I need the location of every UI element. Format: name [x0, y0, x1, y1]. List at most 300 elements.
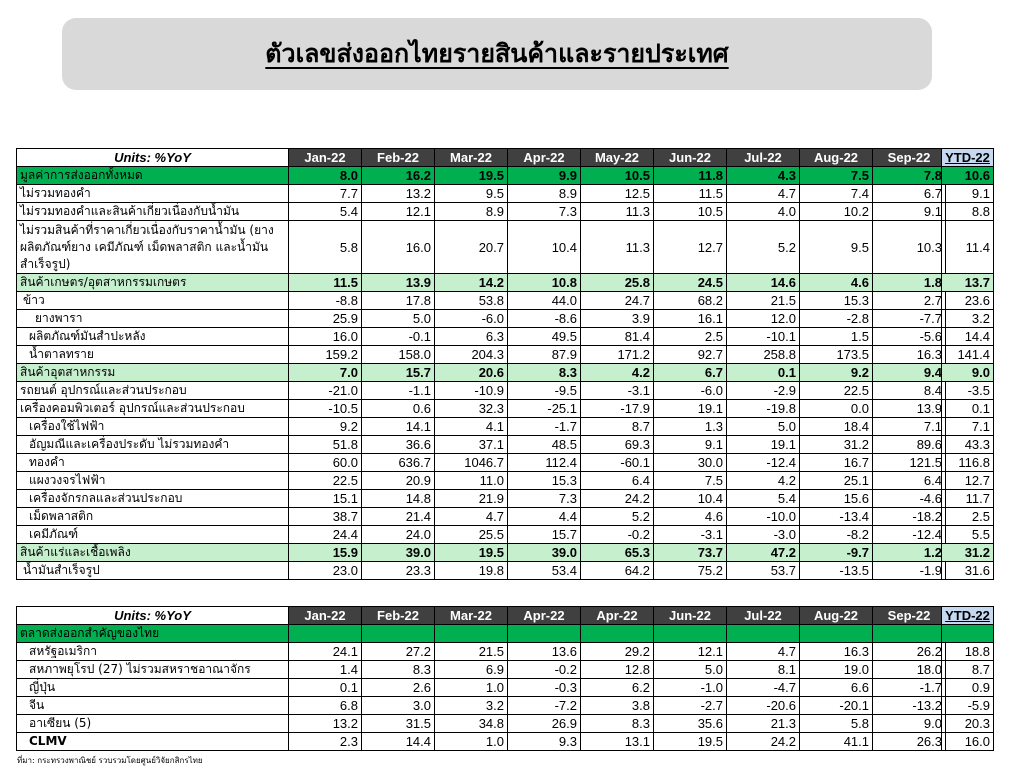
value-cell: 14.4 [362, 733, 435, 751]
value-cell: 3.2 [435, 697, 508, 715]
value-cell: 34.8 [435, 715, 508, 733]
value-cell: 10.5 [654, 203, 727, 221]
value-cell: 23.0 [289, 562, 362, 580]
value-cell: 47.2 [727, 544, 800, 562]
value-cell: 24.7 [581, 292, 654, 310]
value-cell: 25.5 [435, 526, 508, 544]
table-row [17, 346, 946, 364]
value-cell: 1046.7 [435, 454, 508, 472]
value-cell: 60.0 [289, 454, 362, 472]
value-cell: 29.2 [581, 643, 654, 661]
value-cell: 26.9 [508, 715, 581, 733]
table-row [17, 310, 946, 328]
table-row [17, 382, 946, 400]
row-label: ผลิตภัณฑ์มันสำปะหลัง [17, 328, 289, 346]
ytd-value: -5.9 [942, 697, 994, 715]
value-cell: 8.3 [581, 715, 654, 733]
month-header: Apr-22 [581, 607, 654, 625]
value-cell: 16.3 [873, 346, 946, 364]
table-row [17, 436, 946, 454]
value-cell: -6.0 [654, 382, 727, 400]
value-cell: 6.8 [289, 697, 362, 715]
value-cell: 7.5 [800, 167, 873, 185]
table-row [17, 508, 946, 526]
value-cell: -13.4 [800, 508, 873, 526]
row-label: อัญมณีและเครื่องประดับ ไม่รวมทองคำ [17, 436, 289, 454]
empty-cell [654, 625, 727, 643]
value-cell: 25.9 [289, 310, 362, 328]
value-cell: 15.6 [800, 490, 873, 508]
value-cell: -3.1 [654, 526, 727, 544]
value-cell: 13.1 [581, 733, 654, 751]
value-cell: 2.7 [873, 292, 946, 310]
value-cell: 22.5 [289, 472, 362, 490]
month-header: Mar-22 [435, 607, 508, 625]
row-label: เคมีภัณฑ์ [17, 526, 289, 544]
value-cell: 9.5 [800, 221, 873, 274]
section-row [17, 625, 946, 643]
value-cell: 24.4 [289, 526, 362, 544]
value-cell: 75.2 [654, 562, 727, 580]
value-cell: 6.6 [800, 679, 873, 697]
table-row [17, 490, 946, 508]
value-cell: 14.6 [727, 274, 800, 292]
value-cell: 13.2 [362, 185, 435, 203]
value-cell: -12.4 [873, 526, 946, 544]
value-cell: 6.4 [873, 472, 946, 490]
month-header: Sep-22 [873, 607, 946, 625]
value-cell: 1.3 [654, 418, 727, 436]
value-cell: 18.0 [873, 661, 946, 679]
value-cell: 636.7 [362, 454, 435, 472]
ytd-value: 9.0 [942, 364, 994, 382]
empty-cell [727, 625, 800, 643]
table-row [17, 454, 946, 472]
value-cell: 16.0 [362, 221, 435, 274]
ytd-value: 0.9 [942, 679, 994, 697]
value-cell: 9.3 [508, 733, 581, 751]
month-header: Mar-22 [435, 149, 508, 167]
value-cell: 1.0 [435, 679, 508, 697]
value-cell: 20.9 [362, 472, 435, 490]
empty-cell [289, 625, 362, 643]
table-row [17, 328, 946, 346]
value-cell: 4.3 [727, 167, 800, 185]
value-cell: 10.5 [581, 167, 654, 185]
value-cell: 26.3 [873, 733, 946, 751]
value-cell: 19.8 [435, 562, 508, 580]
value-cell: 5.2 [581, 508, 654, 526]
value-cell: 4.2 [581, 364, 654, 382]
value-cell: 4.4 [508, 508, 581, 526]
value-cell: 4.7 [727, 643, 800, 661]
value-cell: 16.7 [800, 454, 873, 472]
value-cell: 24.2 [581, 490, 654, 508]
value-cell: -0.2 [508, 661, 581, 679]
source-note: ที่มา: กระทรวงพาณิชย์ รวบรวมโดยศูนย์วิจัยกสิกรไทย [17, 756, 203, 765]
value-cell: 13.9 [873, 400, 946, 418]
value-cell: 31.2 [800, 436, 873, 454]
value-cell: 204.3 [435, 346, 508, 364]
value-cell: 4.1 [435, 418, 508, 436]
value-cell: 69.3 [581, 436, 654, 454]
value-cell: 1.5 [800, 328, 873, 346]
ytd-row [942, 508, 994, 526]
value-cell: 68.2 [654, 292, 727, 310]
value-cell: -10.5 [289, 400, 362, 418]
ytd-value: 8.8 [942, 203, 994, 221]
row-label: CLMV [17, 733, 289, 751]
value-cell: 1.2 [873, 544, 946, 562]
value-cell: 16.0 [289, 328, 362, 346]
ytd-row [942, 418, 994, 436]
value-cell: 3.0 [362, 697, 435, 715]
value-cell: -1.1 [362, 382, 435, 400]
row-label: สหรัฐอเมริกา [17, 643, 289, 661]
value-cell: -7.2 [508, 697, 581, 715]
value-cell: 13.9 [362, 274, 435, 292]
empty-cell [800, 625, 873, 643]
value-cell: 24.1 [289, 643, 362, 661]
value-cell: 159.2 [289, 346, 362, 364]
value-cell: 30.0 [654, 454, 727, 472]
ytd-row [942, 661, 994, 679]
value-cell: 6.7 [654, 364, 727, 382]
ytd-row [942, 490, 994, 508]
value-cell: 10.8 [508, 274, 581, 292]
value-cell: 1.8 [873, 274, 946, 292]
row-label: เม็ดพลาสติก [17, 508, 289, 526]
value-cell: 36.6 [362, 436, 435, 454]
value-cell: 3.8 [581, 697, 654, 715]
month-header: Jun-22 [654, 607, 727, 625]
empty-cell [873, 625, 946, 643]
value-cell: 171.2 [581, 346, 654, 364]
value-cell: 19.1 [727, 436, 800, 454]
value-cell: 4.2 [727, 472, 800, 490]
value-cell: -12.4 [727, 454, 800, 472]
value-cell: 9.4 [873, 364, 946, 382]
header-row [17, 607, 946, 625]
value-cell: 24.2 [727, 733, 800, 751]
value-cell: 4.7 [435, 508, 508, 526]
value-cell: 0.1 [289, 679, 362, 697]
ytd-row [942, 526, 994, 544]
value-cell: 121.5 [873, 454, 946, 472]
value-cell: -10.0 [727, 508, 800, 526]
value-cell: 39.0 [362, 544, 435, 562]
table-row [17, 526, 946, 544]
value-cell: -4.7 [727, 679, 800, 697]
value-cell: 9.2 [289, 418, 362, 436]
value-cell: 3.9 [581, 310, 654, 328]
value-cell: 158.0 [362, 346, 435, 364]
ytd-row [942, 400, 994, 418]
month-header: Jan-22 [289, 149, 362, 167]
ytd-row [942, 310, 994, 328]
ytd-value: 20.3 [942, 715, 994, 733]
ytd-header: YTD-22 [942, 607, 994, 625]
ytd-value: 12.7 [942, 472, 994, 490]
value-cell: 37.1 [435, 436, 508, 454]
table-row [17, 185, 946, 203]
ytd-row [942, 185, 994, 203]
value-cell: 25.1 [800, 472, 873, 490]
ytd-row [942, 364, 994, 382]
value-cell: 32.3 [435, 400, 508, 418]
page-title: ตัวเลขส่งออกไทยรายสินค้าและรายประเทศ [265, 39, 729, 68]
market-ytd-table [941, 606, 994, 751]
value-cell: 16.1 [654, 310, 727, 328]
value-cell: 24.0 [362, 526, 435, 544]
ytd-value: 16.0 [942, 733, 994, 751]
value-cell: -5.6 [873, 328, 946, 346]
ytd-value: -3.5 [942, 382, 994, 400]
ytd-value: 31.6 [942, 562, 994, 580]
value-cell: 15.9 [289, 544, 362, 562]
row-label: อาเซียน (5) [17, 715, 289, 733]
value-cell: -13.2 [873, 697, 946, 715]
ytd-row [942, 221, 994, 274]
value-cell: 12.1 [654, 643, 727, 661]
value-cell: 31.5 [362, 715, 435, 733]
value-cell: 7.3 [508, 203, 581, 221]
value-cell: 7.3 [508, 490, 581, 508]
value-cell: 19.1 [654, 400, 727, 418]
value-cell: 5.0 [362, 310, 435, 328]
value-cell: 173.5 [800, 346, 873, 364]
ytd-row [942, 544, 994, 562]
value-cell: 16.2 [362, 167, 435, 185]
row-label: เครื่องคอมพิวเตอร์ อุปกรณ์และส่วนประกอบ [17, 400, 289, 418]
value-cell: 17.8 [362, 292, 435, 310]
value-cell: 51.8 [289, 436, 362, 454]
month-header: Sep-22 [873, 149, 946, 167]
value-cell: 11.8 [654, 167, 727, 185]
product-export-table [16, 148, 946, 580]
ytd-value: 0.1 [942, 400, 994, 418]
value-cell: 15.3 [508, 472, 581, 490]
table-row [17, 715, 946, 733]
value-cell: -0.1 [362, 328, 435, 346]
row-label: สหภาพยุโรป (27) ไม่รวมสหราชอาณาจักร [17, 661, 289, 679]
month-header: Jul-22 [727, 149, 800, 167]
value-cell: 1.4 [289, 661, 362, 679]
value-cell: 2.5 [654, 328, 727, 346]
value-cell: 14.8 [362, 490, 435, 508]
value-cell: -6.0 [435, 310, 508, 328]
value-cell: 112.4 [508, 454, 581, 472]
empty-cell [435, 625, 508, 643]
value-cell: 9.9 [508, 167, 581, 185]
value-cell: 10.4 [508, 221, 581, 274]
value-cell: 4.6 [800, 274, 873, 292]
value-cell: -3.0 [727, 526, 800, 544]
ytd-row [942, 328, 994, 346]
value-cell: 21.5 [435, 643, 508, 661]
table-row [17, 733, 946, 751]
value-cell: -8.6 [508, 310, 581, 328]
value-cell: -2.7 [654, 697, 727, 715]
ytd-value: 10.6 [942, 167, 994, 185]
value-cell: 16.3 [800, 643, 873, 661]
empty-cell [942, 625, 994, 643]
table-row [17, 472, 946, 490]
value-cell: -3.1 [581, 382, 654, 400]
value-cell: 24.5 [654, 274, 727, 292]
value-cell: 9.2 [800, 364, 873, 382]
value-cell: -1.7 [873, 679, 946, 697]
value-cell: 49.5 [508, 328, 581, 346]
row-label: ข้าว [17, 292, 289, 310]
ytd-value: 13.7 [942, 274, 994, 292]
value-cell: 9.0 [873, 715, 946, 733]
value-cell: 8.7 [581, 418, 654, 436]
value-cell: 35.6 [654, 715, 727, 733]
table-row [17, 697, 946, 715]
value-cell: -1.7 [508, 418, 581, 436]
ytd-row [942, 274, 994, 292]
value-cell: -2.8 [800, 310, 873, 328]
units-label: Units: %YoY [17, 149, 289, 167]
value-cell: 5.8 [289, 221, 362, 274]
value-cell: 53.4 [508, 562, 581, 580]
ytd-row [942, 715, 994, 733]
value-cell: 8.4 [873, 382, 946, 400]
row-label: ไม่รวมทองคำ [17, 185, 289, 203]
value-cell: 8.0 [289, 167, 362, 185]
value-cell: -21.0 [289, 382, 362, 400]
row-label: แผงวงจรไฟฟ้า [17, 472, 289, 490]
value-cell: 27.2 [362, 643, 435, 661]
value-cell: -60.1 [581, 454, 654, 472]
ytd-row [942, 346, 994, 364]
table-row [17, 661, 946, 679]
row-label: เครื่องใช้ไฟฟ้า [17, 418, 289, 436]
row-label: รถยนต์ อุปกรณ์และส่วนประกอบ [17, 382, 289, 400]
value-cell: 0.0 [800, 400, 873, 418]
value-cell: -9.7 [800, 544, 873, 562]
table-row [17, 167, 946, 185]
value-cell: -7.7 [873, 310, 946, 328]
ytd-row [942, 292, 994, 310]
value-cell: 6.3 [435, 328, 508, 346]
value-cell: 64.2 [581, 562, 654, 580]
value-cell: 20.6 [435, 364, 508, 382]
value-cell: -25.1 [508, 400, 581, 418]
value-cell: 5.4 [727, 490, 800, 508]
ytd-row [942, 382, 994, 400]
ytd-row [942, 643, 994, 661]
month-header: Apr-22 [508, 607, 581, 625]
value-cell: 7.4 [800, 185, 873, 203]
row-label: สินค้าเกษตร/อุตสาหกรรมเกษตร [17, 274, 289, 292]
ytd-row [942, 167, 994, 185]
table-row [17, 679, 946, 697]
value-cell: 13.2 [289, 715, 362, 733]
value-cell: 10.3 [873, 221, 946, 274]
value-cell: 19.5 [654, 733, 727, 751]
value-cell: 7.0 [289, 364, 362, 382]
value-cell: 12.1 [362, 203, 435, 221]
value-cell: 6.9 [435, 661, 508, 679]
value-cell: 8.3 [508, 364, 581, 382]
value-cell: 26.2 [873, 643, 946, 661]
value-cell: -19.8 [727, 400, 800, 418]
value-cell: -1.0 [654, 679, 727, 697]
value-cell: 4.7 [727, 185, 800, 203]
value-cell: 5.0 [654, 661, 727, 679]
value-cell: 6.7 [873, 185, 946, 203]
value-cell: 21.4 [362, 508, 435, 526]
value-cell: 15.1 [289, 490, 362, 508]
ytd-value: 11.7 [942, 490, 994, 508]
row-label: เครื่องจักรกลและส่วนประกอบ [17, 490, 289, 508]
month-header: Feb-22 [362, 149, 435, 167]
value-cell: 15.7 [508, 526, 581, 544]
ytd-value: 8.7 [942, 661, 994, 679]
row-label: จีน [17, 697, 289, 715]
value-cell: 15.7 [362, 364, 435, 382]
table-row [17, 418, 946, 436]
value-cell: 7.5 [654, 472, 727, 490]
value-cell: -17.9 [581, 400, 654, 418]
row-label: น้ำตาลทราย [17, 346, 289, 364]
ytd-value: 14.4 [942, 328, 994, 346]
value-cell: 39.0 [508, 544, 581, 562]
value-cell: 7.8 [873, 167, 946, 185]
header-row [17, 149, 946, 167]
value-cell: 5.4 [289, 203, 362, 221]
ytd-row [942, 203, 994, 221]
value-cell: -20.1 [800, 697, 873, 715]
value-cell: 2.3 [289, 733, 362, 751]
month-header: Aug-22 [800, 607, 873, 625]
value-cell: 4.0 [727, 203, 800, 221]
month-header: Apr-22 [508, 149, 581, 167]
value-cell: 2.6 [362, 679, 435, 697]
ytd-row [942, 697, 994, 715]
table-row [17, 544, 946, 562]
value-cell: 5.8 [800, 715, 873, 733]
value-cell: -20.6 [727, 697, 800, 715]
ytd-header: YTD-22 [942, 149, 994, 167]
value-cell: 11.0 [435, 472, 508, 490]
value-cell: -4.6 [873, 490, 946, 508]
value-cell: 258.8 [727, 346, 800, 364]
value-cell: 41.1 [800, 733, 873, 751]
value-cell: 0.1 [727, 364, 800, 382]
row-label: น้ำมันสำเร็จรูป [17, 562, 289, 580]
value-cell: -10.9 [435, 382, 508, 400]
value-cell: 89.6 [873, 436, 946, 454]
value-cell: 23.3 [362, 562, 435, 580]
value-cell: -18.2 [873, 508, 946, 526]
value-cell: 21.3 [727, 715, 800, 733]
row-label: สินค้าแร่และเชื้อเพลิง [17, 544, 289, 562]
month-header: Jan-22 [289, 607, 362, 625]
ytd-value: 31.2 [942, 544, 994, 562]
value-cell: 19.5 [435, 167, 508, 185]
value-cell: 11.5 [289, 274, 362, 292]
value-cell: -8.2 [800, 526, 873, 544]
ytd-value: 116.8 [942, 454, 994, 472]
ytd-row [942, 733, 994, 751]
row-label: ไม่รวมทองคำและสินค้าเกี่ยวเนื่องกับน้ำมัน [17, 203, 289, 221]
units-label: Units: %YoY [17, 607, 289, 625]
ytd-row [942, 562, 994, 580]
ytd-row [942, 679, 994, 697]
